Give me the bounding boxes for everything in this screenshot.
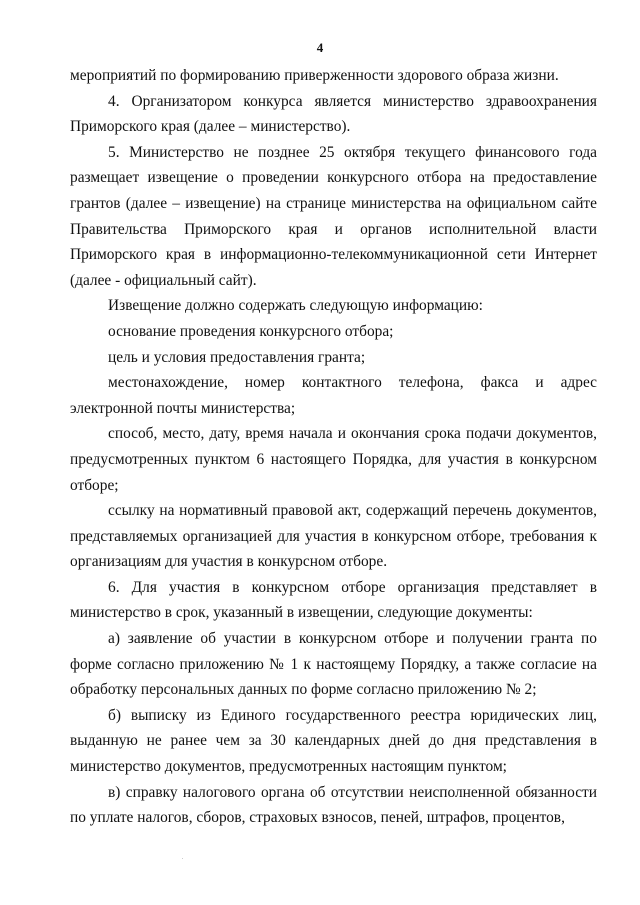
paragraph-notice-intro: Извещение должно содержать следующую информацию: bbox=[108, 297, 483, 315]
document-body bbox=[70, 63, 597, 831]
paragraph-notice-basis: основание проведения конкурсного отбора; bbox=[108, 322, 394, 340]
page-number: 4 bbox=[316, 40, 324, 55]
paragraph-item-6b: б) выписку из Единого государственного реестра юридических лиц, выданную не ранее чем за 30 календарных дней до дня представления в министерство документов, предусмотренных настоящим пунктом; bbox=[70, 706, 597, 776]
paragraph-notice-purpose: цель и условия предоставления гранта; bbox=[108, 348, 366, 366]
paragraph-item-6a: а) заявление об участии в конкурсном отборе и получении гранта по форме согласно приложению № 1 к настоящему Порядку, а также согласие на обработку персональных данных по форме согласно приложению № 2; bbox=[70, 630, 597, 699]
paragraph-continuation: мероприятий по формированию приверженности здорового образа жизни. bbox=[70, 67, 559, 84]
paragraph-item-4: 4. Организатором конкурса является министерство здравоохранения Приморского края (далее – министерство). bbox=[70, 92, 597, 136]
paragraph-item-6: 6. Для участия в конкурсном отборе организация представляет в министерство в срок, указанный в извещении, следующие документы: bbox=[70, 578, 597, 622]
paragraph-item-5: 5. Министерство не позднее 25 октября текущего финансового года размещает извещение о проведении конкурсного отбора на предоставление грантов (далее – извещение) на странице министерства на официальном сайте Правительства Приморского края и органов исполнительной власти Приморского края в информационно-телекоммуникационной сети Интернет (далее - официальный сайт). bbox=[70, 143, 597, 289]
paragraph-notice-contacts: местонахождение, номер контактного телефона, факса и адрес электронной почты министерства; bbox=[70, 374, 597, 417]
paragraph-item-6v: в) справку налогового органа об отсутствии неисполненной обязанности по уплате налогов, сборов, страховых взносов, пеней, штрафов, процентов, bbox=[70, 783, 597, 827]
paragraph-notice-submission: способ, место, дату, время начала и окончания срока подачи документов, предусмотренных пунктом 6 настоящего Порядка, для участия в конкурсном отборе; bbox=[70, 425, 597, 494]
paragraph-notice-legal-act: ссылку на нормативный правовой акт, содержащий перечень документов, представляемых организацией для участия в конкурсном отборе, требования к организациям для участия в конкурсном отборе. bbox=[70, 502, 597, 571]
scan-speck bbox=[182, 858, 183, 859]
